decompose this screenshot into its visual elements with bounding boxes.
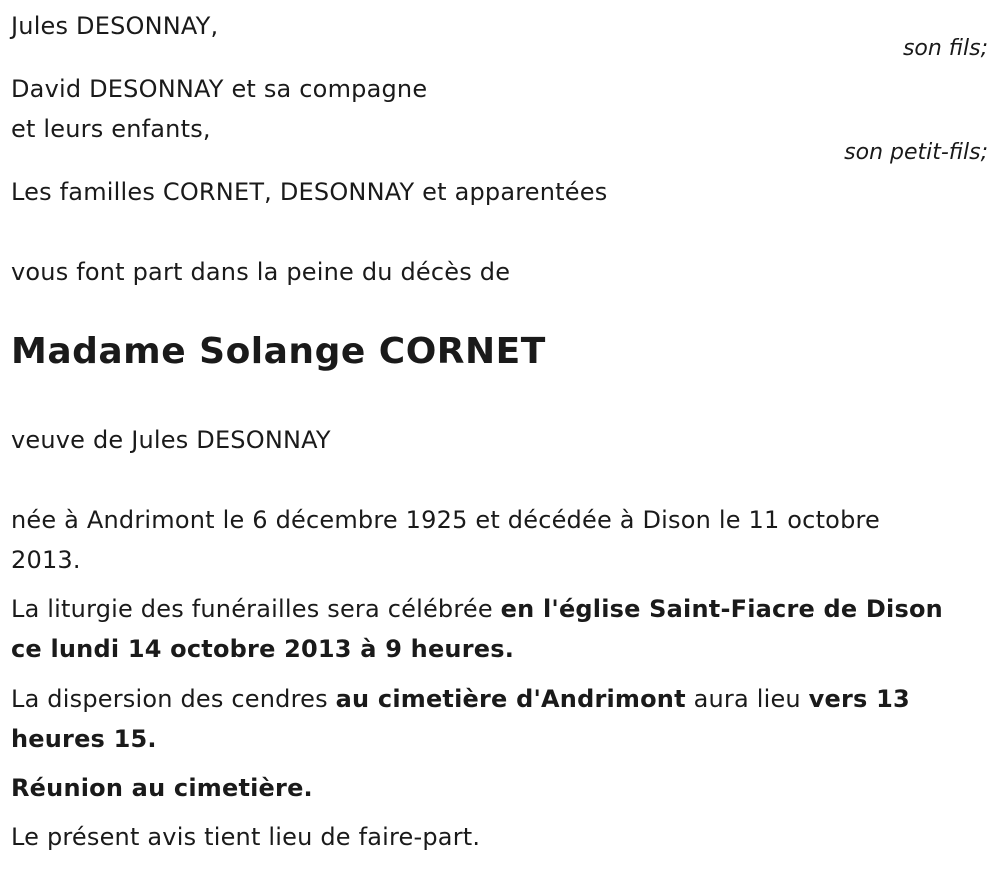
deceased-name: Madame Solange CORNET xyxy=(11,331,546,372)
grandson-line-1: David DESONNAY et sa compagne xyxy=(11,75,428,103)
liturgy-line-1 xyxy=(11,589,943,629)
dispersion-line-1 xyxy=(11,679,910,719)
notice-line: Le présent avis tient lieu de faire-part. xyxy=(11,823,481,851)
meeting-line xyxy=(11,768,313,808)
dispersion-time-part-2: heures 15. xyxy=(11,725,157,753)
birth-death-line-1: née à Andrimont le 6 décembre 1925 et décédée à Dison le 11 octobre xyxy=(11,506,881,534)
birth-death-line-2: 2013. xyxy=(11,546,81,574)
grandson-role: son petit-fils; xyxy=(844,140,988,165)
liturgy-prefix: La liturgie des funérailles sera célébrée xyxy=(11,595,501,623)
dispersion-place: au cimetière d'Andrimont xyxy=(335,685,686,713)
dispersion-middle: aura lieu xyxy=(685,685,809,713)
dispersion-prefix: La dispersion des cendres xyxy=(11,685,336,713)
son-role: son fils; xyxy=(902,36,988,61)
families-line: Les familles CORNET, DESONNAY et apparentées xyxy=(11,178,608,206)
announcement-intro: vous font part dans la peine du décès de xyxy=(11,258,511,286)
dispersion-line-2 xyxy=(11,719,157,759)
liturgy-line-2 xyxy=(11,629,514,669)
son-name: Jules DESONNAY, xyxy=(11,12,219,40)
liturgy-place: en l'église Saint-Fiacre de Dison xyxy=(500,595,943,623)
dispersion-time-part-1: vers 13 xyxy=(808,685,910,713)
liturgy-time: ce lundi 14 octobre 2013 à 9 heures. xyxy=(11,635,515,663)
meeting-text: Réunion au cimetière. xyxy=(11,774,313,802)
widow-of: veuve de Jules DESONNAY xyxy=(11,426,331,454)
grandson-line-2: et leurs enfants, xyxy=(11,115,211,143)
